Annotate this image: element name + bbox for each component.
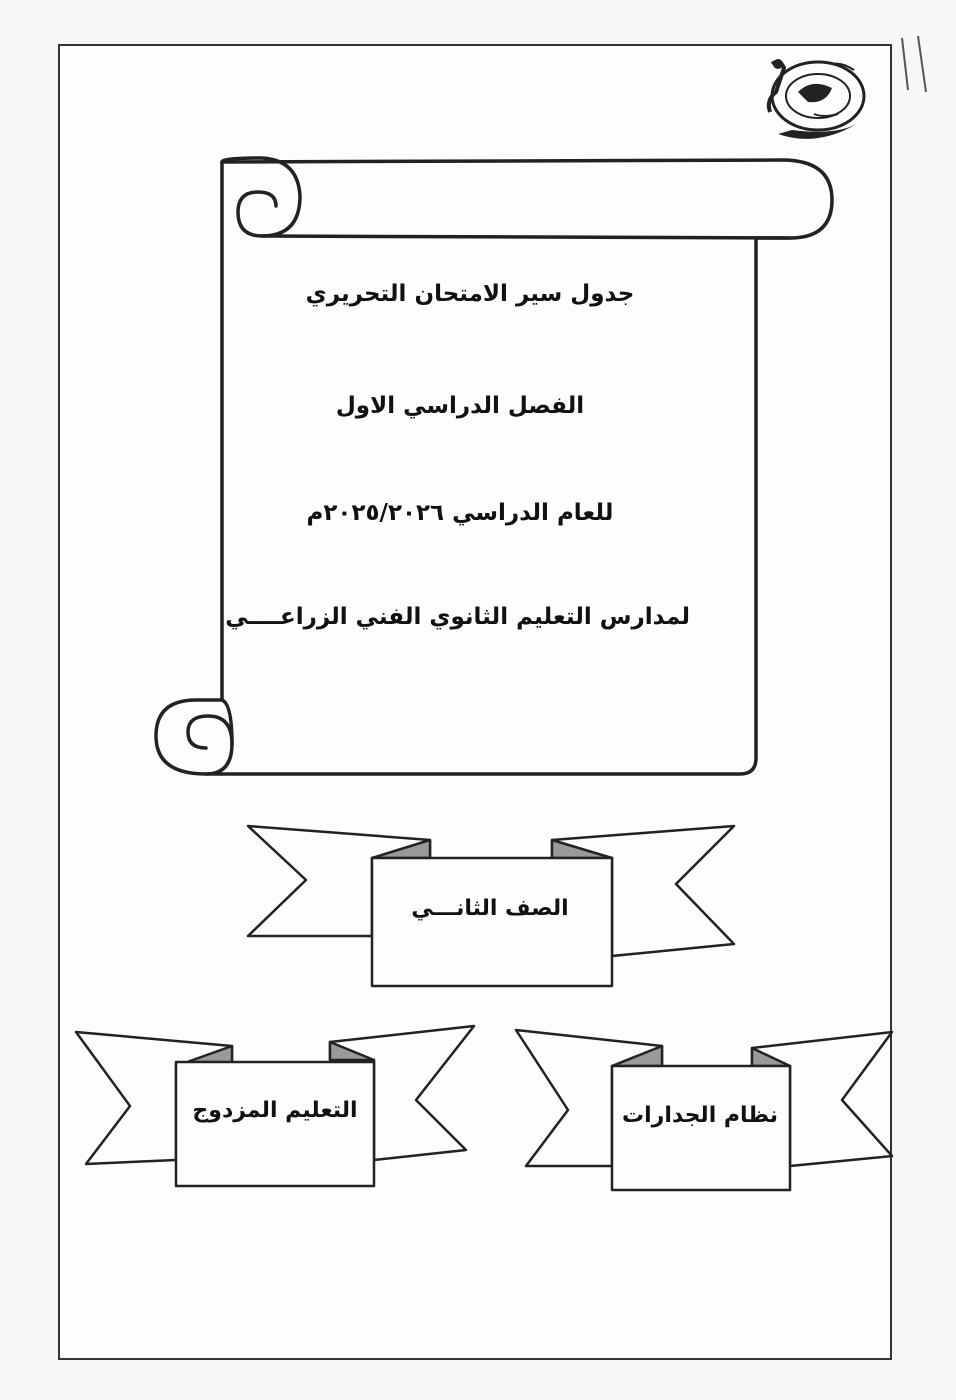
- semester-line: الفصل الدراسي الاول: [335, 393, 585, 419]
- dual-education-ribbon-label: التعليم المزدوج: [192, 1098, 358, 1123]
- competency-system-ribbon-label: نظام الجدارات: [622, 1103, 778, 1128]
- exam-schedule-title: جدول سير الامتحان التحريري: [305, 281, 635, 307]
- academic-year-line: للعام الدراسي ٢٠٢٥/٢٠٢٦م: [306, 500, 614, 526]
- grade-ribbon-label: الصف الثانـــي: [411, 896, 569, 921]
- schools-line: لمدارس التعليم الثانوي الفني الزراعــــي: [225, 604, 690, 630]
